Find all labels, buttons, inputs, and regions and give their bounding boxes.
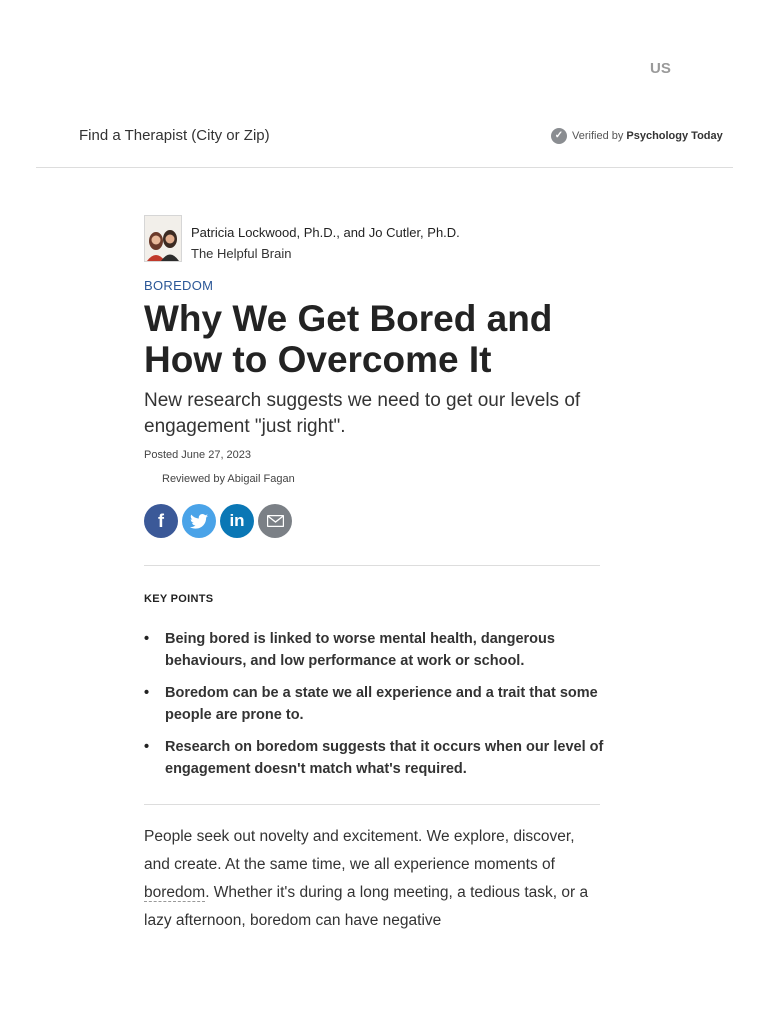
- verified-badge: [551, 128, 723, 144]
- find-therapist-link[interactable]: Find a Therapist (City or Zip): [79, 127, 270, 144]
- article-title: Why We Get Bored and How to Overcome It: [144, 298, 553, 380]
- body-text-part: . Whether it's during a long meeting, a tedious task, or a lazy afternoon, boredom can have negative: [144, 884, 589, 929]
- author-photo[interactable]: [144, 215, 182, 262]
- verified-brand: Psychology Today: [626, 130, 723, 142]
- posted-date: Posted June 27, 2023: [144, 449, 252, 461]
- body-text-part: People seek out novelty and excitement. We explore, discover, and create. At the same time, we all experience moments of: [144, 828, 575, 873]
- share-twitter-button[interactable]: [182, 504, 216, 538]
- share-email-button[interactable]: [258, 504, 292, 538]
- facebook-icon: f: [158, 510, 164, 531]
- region-selector[interactable]: US: [650, 60, 671, 77]
- twitter-icon: [190, 514, 208, 529]
- blog-name[interactable]: The Helpful Brain: [191, 246, 292, 261]
- author-names[interactable]: Patricia Lockwood, Ph.D., and Jo Cutler, Ph.D.: [191, 225, 460, 240]
- key-point-item: • Boredom can be a state we all experience and a trait that some people are prone to.: [144, 682, 604, 726]
- check-circle-icon: ✓: [551, 128, 567, 144]
- envelope-icon: [267, 515, 284, 527]
- key-points-list: [144, 628, 604, 790]
- key-points-heading: KEY POINTS: [144, 593, 214, 605]
- boredom-term-link[interactable]: boredom: [144, 884, 206, 901]
- verified-prefix: Verified by: [572, 130, 624, 142]
- reviewed-by: Reviewed by Abigail Fagan: [162, 473, 295, 485]
- key-points-top-divider: [144, 565, 600, 566]
- share-linkedin-button[interactable]: [220, 504, 254, 538]
- author-portrait-icon: [145, 216, 181, 261]
- key-point-item: • Research on boredom suggests that it occurs when our level of engagement doesn't match what's required.: [144, 736, 604, 780]
- key-point-item: • Being bored is linked to worse mental health, dangerous behaviours, and low performance at work or school.: [144, 628, 604, 672]
- category-link[interactable]: BOREDOM: [144, 278, 214, 293]
- key-points-bottom-divider: [144, 804, 600, 805]
- article-body-paragraph: [144, 823, 594, 935]
- article-subtitle: New research suggests we need to get our levels of engagement "just right".: [144, 390, 581, 437]
- share-facebook-button[interactable]: [144, 504, 178, 538]
- header-divider: [36, 167, 733, 168]
- linkedin-icon: in: [229, 511, 245, 530]
